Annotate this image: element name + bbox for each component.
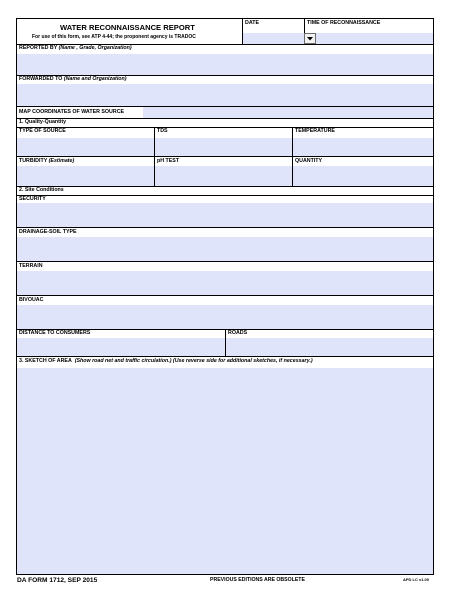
divider [16, 261, 434, 262]
temperature-label: TEMPERATURE [295, 128, 335, 134]
divider [16, 295, 434, 296]
reported-by-label-text: REPORTED BY [19, 45, 58, 51]
sketch-label-text: 3. SKETCH OF AREA [19, 358, 72, 364]
sketch-label [19, 359, 313, 364]
map-coordinates-label: MAP COORDINATES OF WATER SOURCE [19, 109, 125, 115]
divider [16, 186, 434, 187]
divider [16, 356, 434, 357]
date-label: DATE [245, 20, 260, 26]
forwarded-to-hint: (Name and Organization) [63, 76, 127, 82]
reported-by-hint: (Name , Grade, Organization) [58, 45, 132, 51]
quality-section-title: 1. Quality-Quantity [19, 119, 67, 125]
bivouac-label: BIVOUAC [19, 297, 44, 303]
divider [242, 18, 243, 44]
terrain-label: TERRAIN [19, 263, 43, 269]
forwarded-to-label [19, 77, 127, 82]
divider [16, 156, 434, 157]
divider [16, 127, 434, 128]
divider [16, 227, 434, 228]
reported-by-label [19, 46, 132, 51]
turbidity-label-text: TURBIDITY [19, 158, 48, 164]
ph-test-label: pH TEST [157, 158, 180, 164]
divider [304, 18, 305, 33]
quantity-label: QUANTITY [295, 158, 323, 164]
editions-note: PREVIOUS EDITIONS ARE OBSOLETE [210, 577, 305, 583]
divider [154, 127, 155, 186]
version-label: APD LC v1.00 [403, 577, 430, 582]
form-subtitle: For use of this form, see ATP 4-44; the proponent agency is TRADOC [32, 34, 196, 40]
form-border [16, 18, 434, 575]
security-label: SECURITY [19, 196, 46, 202]
form-number: DA FORM 1712, SEP 2015 [17, 577, 98, 584]
divider [292, 127, 293, 186]
turbidity-label [19, 159, 74, 164]
distance-label: DISTANCE TO CONSUMERS [19, 330, 91, 336]
divider [16, 106, 434, 107]
forwarded-to-label-text: FORWARDED TO [19, 76, 63, 82]
sketch-hint: (Show road net and traffic circulation.) (Use reverse side for additional sketches, if necessary.) [74, 358, 313, 364]
roads-label: ROADS [228, 330, 248, 336]
turbidity-hint: (Estimate) [48, 158, 75, 164]
time-label: TIME OF RECONNAISSANCE [307, 20, 381, 26]
divider [225, 329, 226, 356]
type-of-source-label: TYPE OF SOURCE [19, 128, 66, 134]
divider [16, 195, 434, 196]
drainage-label: DRAINAGE-SOIL TYPE [19, 229, 77, 235]
divider [16, 118, 434, 119]
site-section-title: 2. Site Conditions [19, 187, 64, 193]
form-title: WATER RECONNAISSANCE REPORT [60, 23, 195, 32]
tds-label: TDS [157, 128, 168, 134]
